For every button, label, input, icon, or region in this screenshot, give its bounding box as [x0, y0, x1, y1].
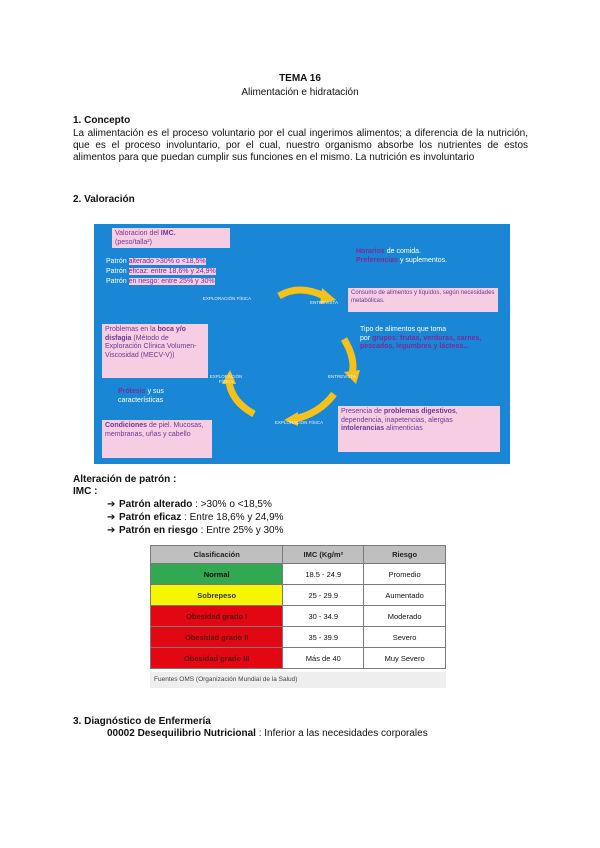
- h3: en riesgo: [128, 278, 158, 285]
- cell-class: Obesidad grado I: [151, 606, 283, 627]
- item-value: : Entre 25% y 30%: [197, 525, 284, 536]
- cell-risk: Moderado: [364, 606, 446, 627]
- list-item: [107, 525, 284, 536]
- arrow-right-icon: ➔: [107, 525, 116, 536]
- boca-b1: boca y/o disfagia: [105, 326, 186, 342]
- page-title: TEMA 16: [279, 73, 321, 84]
- tipo-alimentos-text: [360, 326, 506, 352]
- cell-class: Sobrepeso: [151, 585, 283, 606]
- diagnosis-code: 00002 Desequilibrio Nutricional: [107, 728, 256, 739]
- presencia-box: [338, 406, 500, 452]
- item-value: : >30% o <18,5%: [192, 499, 272, 510]
- imc-table: [150, 545, 446, 669]
- label-exploracion-left: EXPLORACIÓN FÍSICA: [209, 374, 243, 384]
- p2: Patrón: [106, 268, 129, 275]
- condiciones-t: de piel. Mucosas, membranas, uñas y cabello: [105, 422, 204, 438]
- imc-bold: IMC.: [160, 230, 176, 237]
- table-source: Fuentes OMS (Organización Mundial de la Salud): [150, 672, 446, 688]
- cell-imc: 35 - 39.9: [283, 627, 364, 648]
- protesis-text: [118, 388, 208, 405]
- cell-risk: Aumentado: [364, 585, 446, 606]
- diagnosis-line: [107, 728, 428, 739]
- cell-risk: Promedio: [364, 564, 446, 585]
- cell-risk: Severo: [364, 627, 446, 648]
- presencia-b1: problemas digestivos: [383, 408, 456, 415]
- h2: eficaz: [128, 268, 147, 275]
- section1-heading: 1. Concepto: [73, 115, 131, 126]
- header-imc: IMC (Kg/m²: [283, 546, 364, 564]
- t3: : entre 25% y 30%: [157, 278, 215, 285]
- list-item: [107, 512, 284, 523]
- protesis-t: y sus características: [118, 388, 164, 404]
- presencia-b2: intolerancias: [341, 425, 385, 432]
- assessment-diagram: [94, 224, 510, 464]
- horarios-t1: de comida.: [384, 248, 421, 255]
- patron-alterado-line: [106, 258, 266, 267]
- table-row: [151, 627, 446, 648]
- cell-risk: Muy Severo: [364, 648, 446, 669]
- table-row: [151, 564, 446, 585]
- item-value: : Entre 18,6% y 24,9%: [181, 512, 284, 523]
- boca-t2: (Método de Exploración Clínica Volumen-Viscosidad (MECV-V)): [105, 334, 197, 359]
- cell-imc: 30 - 34.9: [283, 606, 364, 627]
- condiciones-b: Condiciones: [105, 422, 148, 429]
- label-entrevista-right: ENTREVISTA: [328, 374, 356, 379]
- protesis-b: Prótesis: [118, 388, 146, 395]
- presencia-t3: alimenticias: [384, 425, 423, 432]
- table-row: [151, 606, 446, 627]
- item-label: Patrón eficaz: [119, 512, 182, 523]
- horarios-t2: y suplementos.: [398, 256, 448, 264]
- table-row: [151, 648, 446, 669]
- horarios-b2: Preferencias: [356, 256, 399, 264]
- header-clasificacion: Clasificación: [151, 546, 283, 564]
- p1: Patrón: [106, 258, 129, 265]
- presencia-t1: Presencia de: [341, 408, 384, 415]
- horarios-text: [356, 248, 506, 265]
- tipo-b: grupos: frutas, verduras, carnes, pescados, legumbres y lácteos...: [360, 334, 482, 350]
- horarios-b1: Horarios: [356, 248, 385, 255]
- label-exploracion-top: EXPLORACIÓN FÍSICA: [202, 296, 252, 301]
- t1: >30% o <18,5%: [153, 258, 206, 265]
- presencia-t2: , dependencia, inapetencias, alergias: [341, 408, 458, 424]
- list-item: [107, 499, 272, 510]
- imc-label: IMC :: [73, 486, 98, 497]
- diagnosis-text: : Inferior a las necesidades corporales: [255, 728, 428, 739]
- p3: Patrón: [106, 278, 129, 285]
- imc-line2: (peso/talla²): [115, 238, 152, 246]
- header-riesgo: Riesgo: [364, 546, 446, 564]
- imc-text: Valoracion del: [115, 230, 161, 237]
- h1: alterado: [128, 258, 154, 265]
- cell-class: Normal: [151, 564, 283, 585]
- item-label: Patrón alterado: [119, 499, 193, 510]
- boca-box: [102, 324, 208, 378]
- section3-heading: 3. Diagnóstico de Enfermería: [73, 716, 211, 727]
- tipo-t2: por: [360, 334, 373, 342]
- patron-riesgo-line: [106, 278, 276, 287]
- t2: : entre 18,6% y 24,9%: [146, 268, 216, 275]
- imc-box: [112, 228, 230, 248]
- section2-heading: 2. Valoración: [73, 194, 135, 205]
- boca-t1: Problemas en la: [105, 326, 158, 333]
- arrow-right-icon: ➔: [107, 512, 116, 523]
- cell-imc: Más de 40: [283, 648, 364, 669]
- tipo-t1: Tipo de alimentos que toma: [360, 326, 447, 333]
- page-subtitle: Alimentación e hidratación: [241, 87, 359, 98]
- cell-class: Obesidad grado II: [151, 627, 283, 648]
- cell-class: Obesidad grado III: [151, 648, 283, 669]
- table-row: [151, 585, 446, 606]
- concept-paragraph: La alimentación es el proceso voluntario por el cual ingerimos alimentos; a diferencia de la nutrición, que es el proceso involuntario, por el cual, nuestro organismo absorbe los nutrientes de estos alimentos para que puedan cumplir sus funciones en el mismo. La nutrición es involuntario: [73, 128, 528, 163]
- label-exploracion-bottom: EXPLORACIÓN FÍSICA: [274, 420, 324, 425]
- cell-imc: 18.5 - 24.9: [283, 564, 364, 585]
- item-label: Patrón en riesgo: [119, 525, 198, 536]
- label-entrevista-top: ENTREVISTA: [310, 300, 338, 305]
- condiciones-box: [102, 420, 212, 458]
- arrow-right-icon: ➔: [107, 499, 116, 510]
- alteration-heading: Alteración de patrón :: [73, 474, 177, 485]
- patron-eficaz-line: [106, 268, 266, 277]
- cell-imc: 25 - 29.9: [283, 585, 364, 606]
- consumo-box: Consumo de alimentos y líquidos, según necesidades metabólicas.: [348, 288, 498, 312]
- table-header-row: [151, 546, 446, 564]
